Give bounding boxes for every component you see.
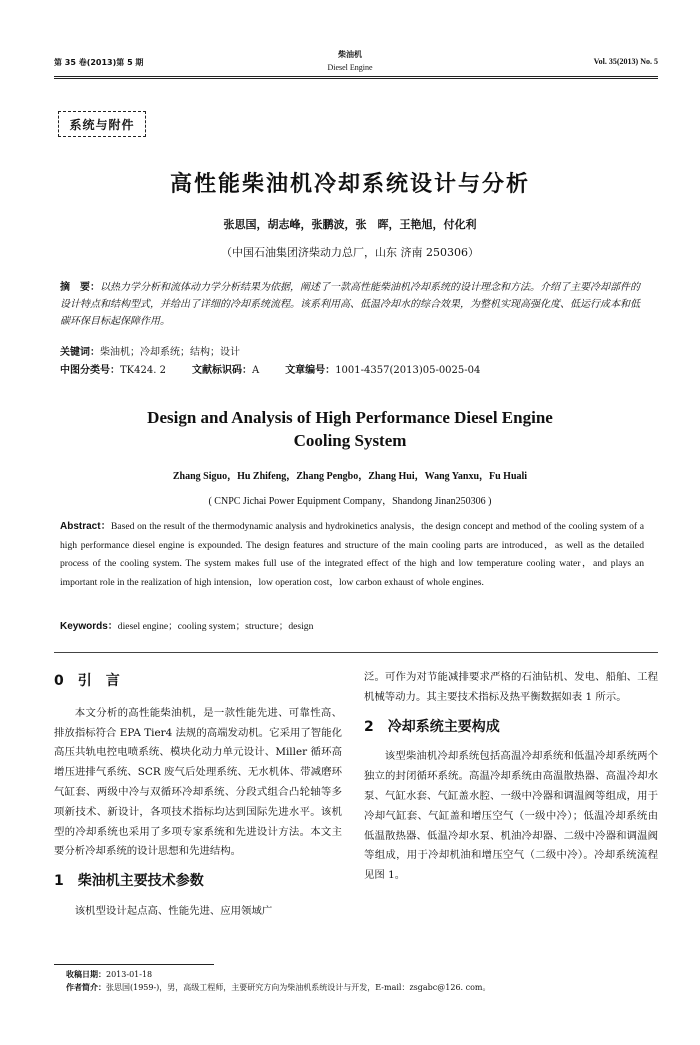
header-journal-en: Diesel Engine	[327, 63, 373, 72]
abstract-cn-label: 摘 要：	[60, 282, 100, 293]
keywords-en	[60, 618, 644, 637]
abstract-en-text: Based on the result of the thermodynamic analysis and hydrokinetics analysis，the design concept and method of the cooling system of a high performance diesel engine is expounded. The design features and structure of the main cooling parts are introduced，as well as the detailed process of the cooling system. The system makes full use of the integrated effect of the high and low temperature cooling water，and plays an important role in the realization of high intension，low operation cost，low carbon exhaust of whole engines.	[60, 521, 644, 588]
authors-cn: 张思国，胡志峰，张鹏波，张 晖，王艳旭，付化利	[223, 218, 477, 231]
title-cn: 高性能柴油机冷却系统设计与分析	[169, 172, 530, 197]
article-no-label: 文章编号：	[285, 365, 336, 376]
abstract-cn	[60, 279, 644, 330]
author-bio	[66, 981, 656, 994]
section-tag: 系统与附件	[58, 111, 146, 137]
section-1-heading: 1 柴油机主要技术参数	[54, 873, 204, 890]
clc-label: 中图分类号：	[60, 365, 120, 376]
section-2-paragraph: 该型柴油机冷却系统包括高温冷却系统和低温冷却系统两个独立的封闭循环系统。高温冷却系统由高温散热器、高温冷却水泵、气缸水套、气缸盖水腔、一级中冷器和调温阀等组成，用于冷却气缸套、气缸盖和增压空气（一级中冷）；低温冷却系统由低温散热器、低温冷却水泵、机油冷却器、二级中冷器和调温阀等组成，用于冷却机油和增压空气（二级中冷）。冷却系统流程见图 1。	[364, 750, 658, 882]
abstract-divider	[54, 652, 658, 653]
left-column	[54, 668, 342, 922]
meta-cn	[60, 362, 644, 379]
abstract-en-label: Abstract：	[60, 521, 112, 532]
article-no-value: 1001-4357(2013)05-0025-04	[335, 365, 481, 376]
clc-value: TK424. 2	[120, 365, 166, 376]
right-column	[364, 668, 658, 886]
author-bio-value: 张思国(1959-)，男，高级工程师，主要研究方向为柴油机系统设计与开发，E-mail：zsgabc@126. com。	[106, 983, 491, 992]
header-volume-en: Vol. 35(2013) No. 5	[593, 57, 658, 66]
keywords-en-text: diesel engine；cooling system；structure；design	[117, 621, 314, 632]
keywords-cn	[60, 344, 644, 361]
header-rule	[54, 76, 658, 77]
header-rule-2	[54, 78, 658, 79]
received-date	[66, 968, 656, 981]
abstract-cn-text: 以热力学分析和流体动力学分析结果为依据，阐述了一款高性能柴油机冷却系统的设计理念和方法。介绍了主要冷却部件的设计特点和结构型式，并给出了详细的冷却系统流程。该系利用高、低温冷却水的综合效果，为整机实现高强化度、低运行成本和低碳环保目标起保障作用。	[60, 282, 640, 327]
keywords-cn-text: 柴油机；冷却系统；结构；设计	[100, 347, 240, 358]
received-label: 收稿日期：	[66, 970, 106, 979]
section-1-paragraph-start: 该机型设计起点高、性能先进、应用领域广	[74, 904, 273, 917]
affiliation-cn: （中国石油集团济柴动力总厂，山东 济南 250306）	[221, 246, 479, 259]
footnote	[66, 968, 656, 994]
authors-en: Zhang Siguo，Hu Zhifeng，Zhang Pengbo，Zhang Hui，Wang Yanxu，Fu Huali	[172, 471, 528, 482]
keywords-cn-label: 关键词：	[60, 347, 100, 358]
title-en-line2: Cooling System	[293, 431, 407, 450]
header-journal-cn: 柴油机	[338, 50, 362, 59]
footnote-rule	[54, 964, 214, 965]
section-1-paragraph-cont: 泛。可作为对节能减排要求严格的石油钻机、发电、船舶、工程机械等动力。其主要技术指标及热平衡数据如表 1 所示。	[364, 671, 658, 703]
abstract-en	[60, 518, 644, 592]
doc-code-label: 文献标识码：	[191, 365, 252, 376]
section-2-heading: 2 冷却系统主要构成	[364, 718, 500, 735]
section-0-paragraph: 本文分析的高性能柴油机，是一款性能先进、可靠性高、排放指标符合 EPA Tier4 法规的高端发动机。它采用了智能化高压共轨电控电喷系统、模块化动力单元设计、Miller 循环高增压进排气系统、SCR 废气后处理系统、无水机体、带减磨环气缸套、两级中冷与双循环冷却系统、分段式组合凸轮轴等多项新技术、新设计，各项技术指标均达到国际先进水平。该机型的冷却系统也采用了多项专家系统和先进设计方法。本文主要分析冷却系统的设计思想和先进结构。	[54, 706, 342, 858]
section-0-heading: 0 引 言	[54, 673, 120, 689]
affiliation-en: ( CNPC Jichai Power Equipment Company，Shandong Jinan250306 )	[208, 496, 492, 507]
title-en-line1: Design and Analysis of High Performance Diesel Engine	[147, 408, 553, 427]
author-bio-label: 作者简介：	[66, 983, 106, 992]
doc-code-value: A	[251, 365, 260, 376]
keywords-en-label: Keywords：	[60, 621, 118, 632]
header-volume-cn: 第 35 卷(2013)第 5 期	[54, 58, 144, 67]
received-value: 2013-01-18	[106, 970, 153, 979]
